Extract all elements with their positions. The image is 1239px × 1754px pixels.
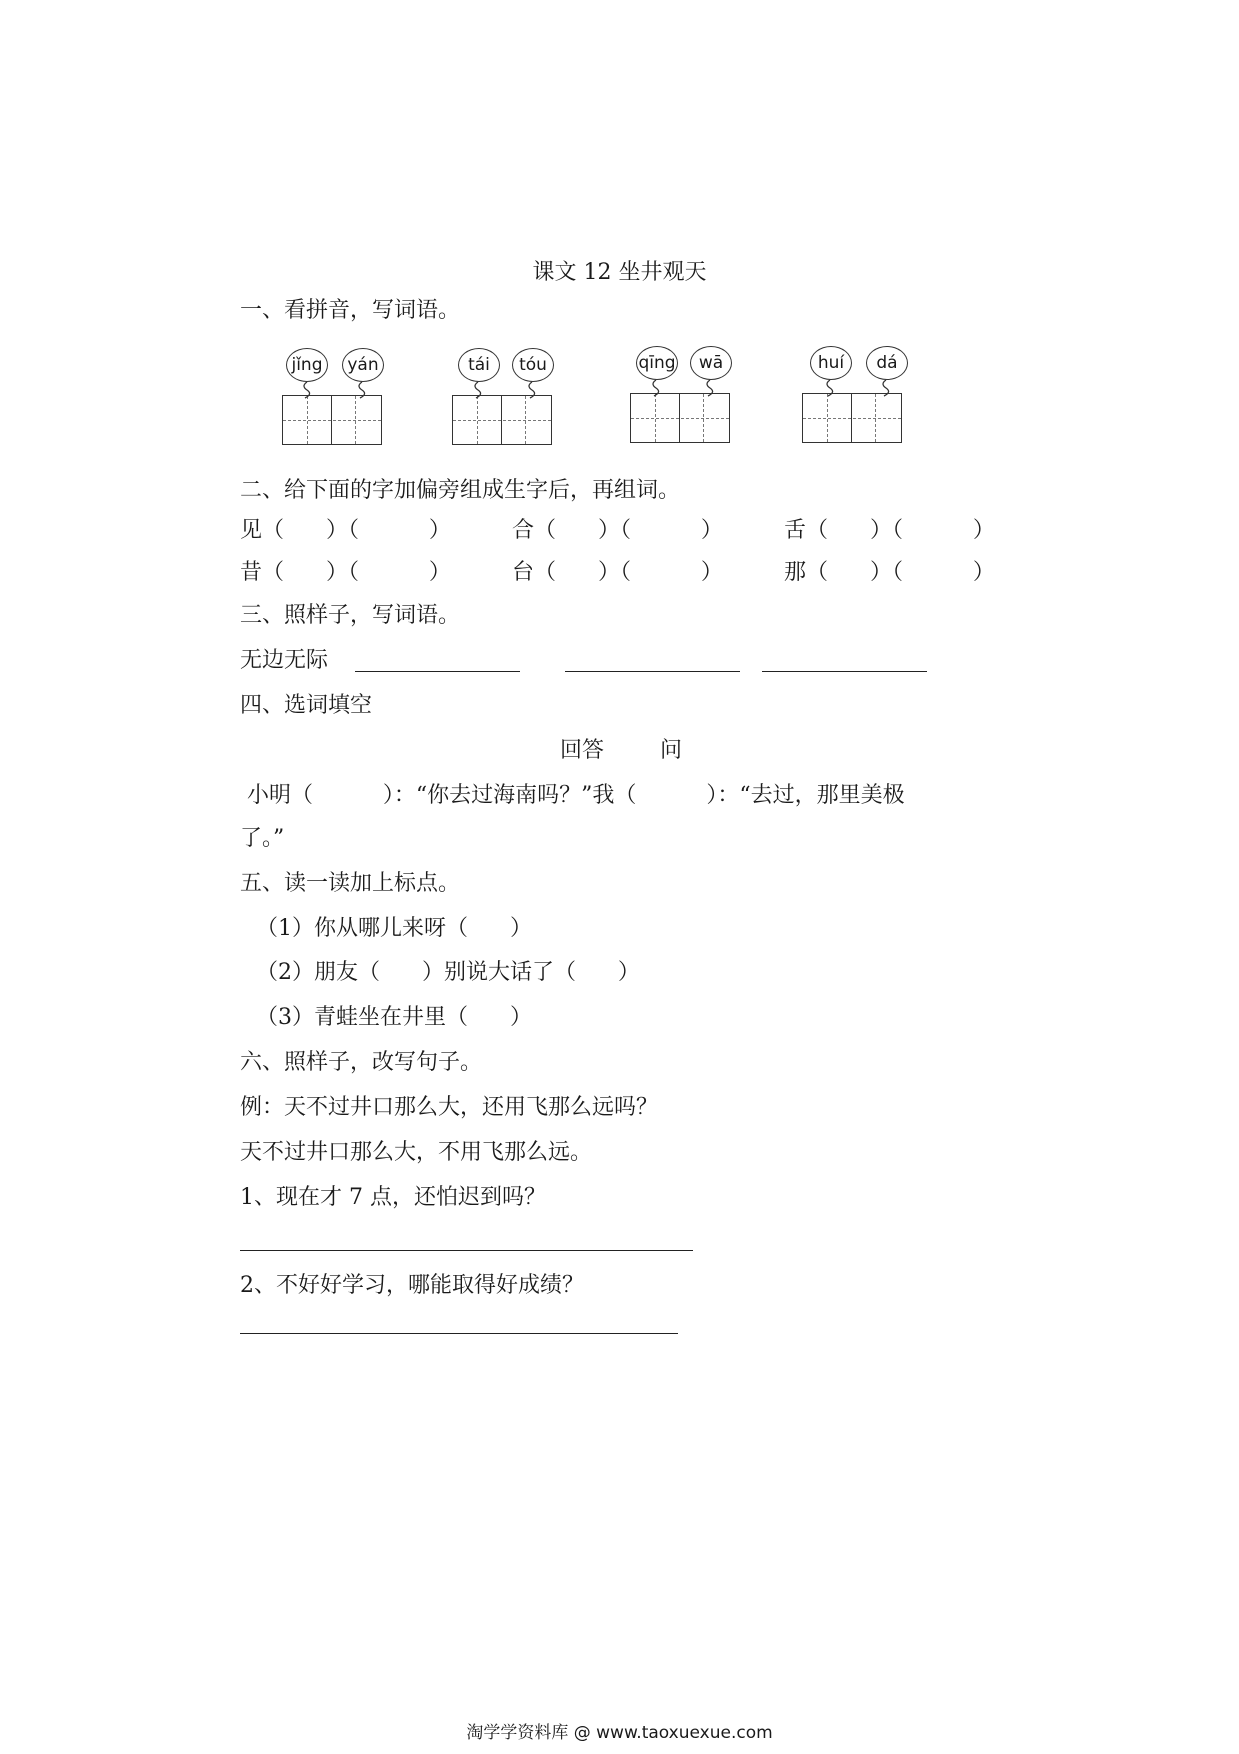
- section1-heading: 一、看拼音，写词语。: [240, 298, 461, 323]
- pinyin-balloon: jǐng: [286, 348, 328, 382]
- pinyin-balloon: huí: [810, 346, 852, 380]
- example-question: 例：天不过井口那么大，还用飞那么远吗？: [240, 1095, 659, 1120]
- fill-sentence-cont: 了。”: [240, 826, 285, 851]
- writing-grid[interactable]: [630, 393, 730, 443]
- punct-item[interactable]: （3）青蛙坐在井里（ ）: [256, 1005, 532, 1030]
- section5-heading: 五、读一读加上标点。: [240, 871, 461, 896]
- answer-line[interactable]: [762, 671, 927, 672]
- writing-grid[interactable]: [802, 393, 902, 443]
- char-blank[interactable]: 昔（ ）（ ）: [240, 560, 451, 585]
- section2-heading: 二、给下面的字加偏旁组成生字后，再组词。: [240, 478, 681, 503]
- answer-line[interactable]: [565, 671, 740, 672]
- char-blank[interactable]: 那（ ）（ ）: [784, 560, 995, 585]
- pinyin-balloon: tái: [458, 348, 500, 382]
- section3-heading: 三、照样子，写词语。: [240, 603, 461, 628]
- char-blank[interactable]: 舌（ ）（ ）: [784, 518, 995, 543]
- punct-item[interactable]: （2）朋友（ ）别说大话了（ ）: [256, 960, 640, 985]
- section6-heading: 六、照样子，改写句子。: [240, 1050, 483, 1075]
- question-2: 2、不好好学习，哪能取得好成绩？: [240, 1273, 584, 1298]
- char-blank[interactable]: 合（ ）（ ）: [512, 518, 723, 543]
- pinyin-balloon: qīng: [636, 346, 678, 380]
- answer-line[interactable]: [240, 1333, 678, 1334]
- example-answer: 天不过井口那么大，不用飞那么远。: [240, 1140, 593, 1165]
- footer-watermark: 淘学学资料库 @ www.taoxuexue.com: [466, 1723, 773, 1743]
- writing-grid[interactable]: [452, 395, 552, 445]
- page-title: 课文 12 坐井观天: [532, 260, 707, 285]
- section4-heading: 四、选词填空: [240, 693, 373, 718]
- pinyin-balloon: dá: [866, 346, 908, 380]
- word-choices: 回答 问: [560, 738, 682, 763]
- answer-line[interactable]: [355, 671, 520, 672]
- pinyin-balloon: yán: [342, 348, 384, 382]
- punct-item[interactable]: （1）你从哪儿来呀（ ）: [256, 916, 532, 941]
- pinyin-balloon: wā: [690, 346, 732, 380]
- fill-sentence[interactable]: 小明（ ）：“你去过海南吗？”我（ ）：“去过，那里美极: [240, 783, 905, 808]
- example-word: 无边无际: [240, 648, 329, 673]
- question-1: 1、现在才 7 点，还怕迟到吗？: [240, 1185, 546, 1210]
- answer-line[interactable]: [240, 1250, 693, 1251]
- pinyin-balloon: tóu: [512, 348, 554, 382]
- writing-grid[interactable]: [282, 395, 382, 445]
- char-blank[interactable]: 见（ ）（ ）: [240, 518, 451, 543]
- char-blank[interactable]: 台（ ）（ ）: [512, 560, 723, 585]
